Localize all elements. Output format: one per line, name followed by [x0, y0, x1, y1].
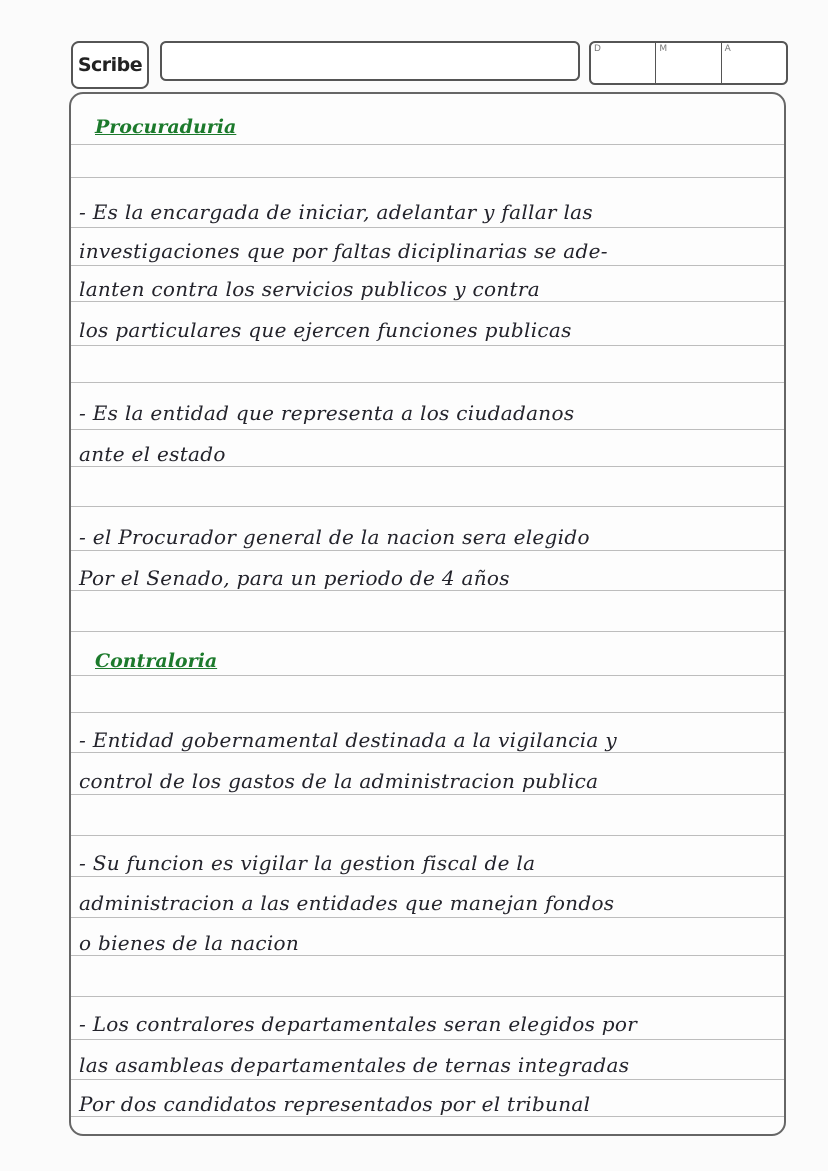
- note-line: - Es la entidad que representa a los ciudadanos: [79, 401, 575, 425]
- note-line: Por dos candidatos representados por el tribunal: [79, 1092, 591, 1116]
- ruled-line: [71, 752, 784, 753]
- ruled-line: [71, 590, 784, 591]
- ruled-line: [71, 996, 784, 997]
- ruled-line: [71, 429, 784, 430]
- ruled-line: [71, 876, 784, 877]
- ruled-line: [71, 835, 784, 836]
- note-line: - Los contralores departamentales seran elegidos por: [79, 1012, 638, 1036]
- ruled-line: [71, 794, 784, 795]
- date-day-cell: [591, 43, 656, 83]
- note-line: administracion a las entidades que manejan fondos: [79, 891, 615, 915]
- ruled-line: [71, 917, 784, 918]
- ruled-line: [71, 301, 784, 302]
- note-line: las asambleas departamentales de ternas integradas: [79, 1053, 630, 1077]
- ruled-line: [71, 1039, 784, 1040]
- ruled-line: [71, 955, 784, 956]
- note-line: lanten contra los servicios publicos y contra: [79, 277, 540, 301]
- title-field: [160, 41, 580, 81]
- note-line: - Su funcion es vigilar la gestion fiscal de la: [79, 851, 536, 875]
- note-line: los particulares que ejercen funciones publicas: [79, 318, 572, 342]
- note-line: - Es la encargada de iniciar, adelantar y fallar las: [79, 200, 593, 224]
- section-heading: [95, 650, 217, 672]
- ruled-line: [71, 382, 784, 383]
- ruled-line: [71, 177, 784, 178]
- section-heading-text: Contraloria: [95, 650, 218, 672]
- scribe-logo: Scribe: [71, 41, 149, 89]
- ruled-line: [71, 227, 784, 228]
- ruled-line: [71, 1079, 784, 1080]
- ruled-line: [71, 550, 784, 551]
- notebook-header: [0, 0, 828, 100]
- notebook-page: [69, 92, 786, 1136]
- note-line: control de los gastos de la administracion publica: [79, 769, 599, 793]
- note-line: o bienes de la nacion: [79, 931, 300, 955]
- ruled-line: [71, 345, 784, 346]
- note-line: - el Procurador general de la nacion sera elegido: [79, 525, 590, 549]
- date-month-cell: [656, 43, 721, 83]
- section-heading-text: Procuraduria: [95, 116, 237, 138]
- ruled-line: [71, 506, 784, 507]
- ruled-line: [71, 466, 784, 467]
- date-year-label: A: [724, 44, 731, 54]
- ruled-line: [71, 712, 784, 713]
- section-heading: [95, 116, 236, 138]
- ruled-line: [71, 675, 784, 676]
- ruled-line: [71, 631, 784, 632]
- note-line: - Entidad gobernamental destinada a la vigilancia y: [79, 728, 617, 752]
- note-line: Por el Senado, para un periodo de 4 años: [79, 566, 510, 590]
- date-box: [589, 41, 788, 85]
- note-line: ante el estado: [79, 442, 226, 466]
- date-year-cell: [722, 43, 786, 83]
- ruled-line: [71, 144, 784, 145]
- note-line: investigaciones que por faltas diciplinarias se ade-: [79, 239, 608, 263]
- ruled-line: [71, 265, 784, 266]
- ruled-line: [71, 1116, 784, 1117]
- date-month-label: M: [659, 44, 668, 54]
- date-day-label: D: [594, 44, 601, 54]
